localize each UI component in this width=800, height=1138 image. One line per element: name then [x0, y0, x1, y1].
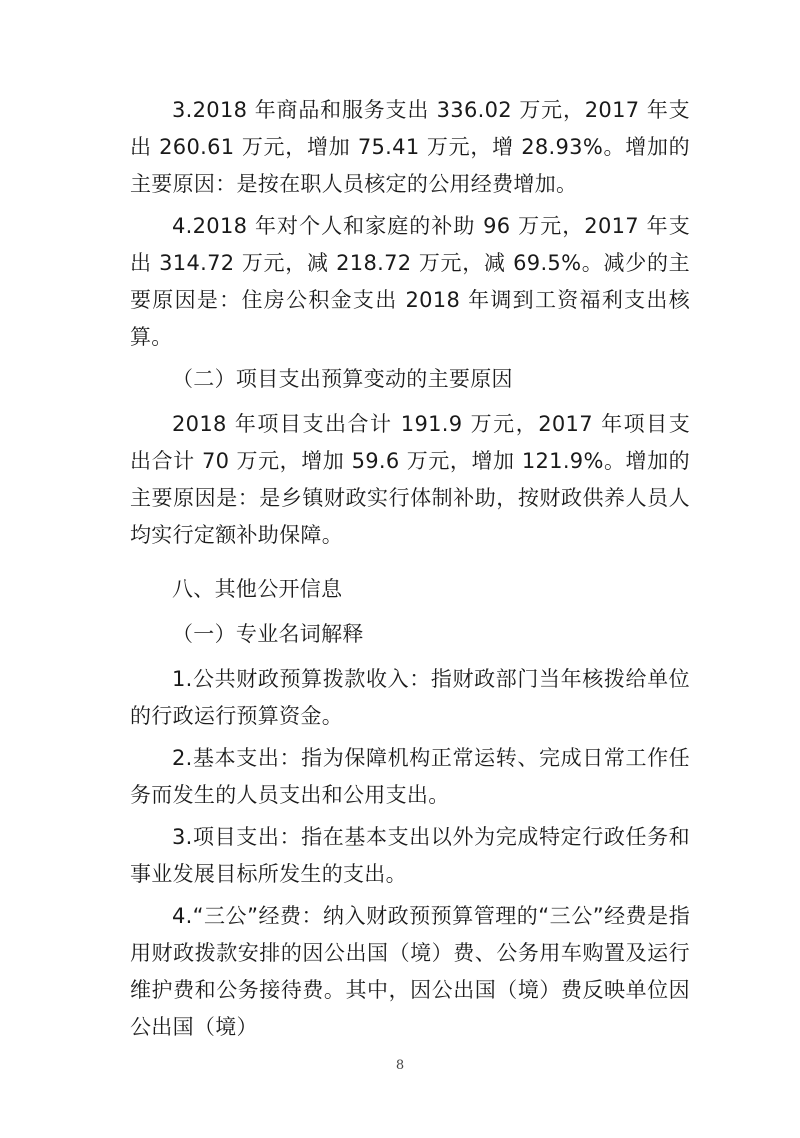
glossary-item-three-public-expenses: 4.“三公”经费：纳入财政预预算管理的“三公”经费是指用财政拨款安排的因公出国（境）费、公务用车购置及运行维护费和公务接待费。其中，因公出国（境）费反映单位因公出国（境） [130, 904, 690, 1039]
body-text [130, 92, 690, 1051]
section-heading-other-info: 八、其他公开信息 [172, 577, 343, 601]
glossary-item-project-expense: 3.项目支出：指在基本支出以外为完成特定行政任务和事业发展目标所发生的支出。 [130, 825, 690, 886]
page-number: 8 [395, 1058, 405, 1073]
glossary-item-basic-expense: 2.基本支出：指为保障机构正常运转、完成日常工作任务而发生的人员支出和公用支出。 [130, 746, 690, 807]
glossary-item-public-finance: 1.公共财政预算拨款收入：指财政部门当年核拨给单位的行政运行预算资金。 [130, 667, 690, 728]
paragraph-household-subsidy: 4.2018 年对个人和家庭的补助 96 万元，2017 年支出 314.72 万元，减 218.72 万元，减 69.5%。减少的主要原因是：住房公积金支出 2018 年调到工资福利支出核算。 [130, 214, 690, 349]
paragraph-goods-services-expense: 3.2018 年商品和服务支出 336.02 万元，2017 年支出 260.61 万元，增加 75.41 万元，增 28.93%。增加的主要原因：是按在职人员核定的公用经费增加。 [130, 98, 690, 196]
section-heading-glossary: （一）专业名词解释 [172, 622, 364, 646]
spacer [130, 559, 690, 571]
section-heading-project-expense: （二）项目支出预算变动的主要原因 [172, 367, 513, 391]
paragraph-project-expense: 2018 年项目支出合计 191.9 万元，2017 年项目支出合计 70 万元，增加 59.6 万元，增加 121.9%。增加的主要原因是：是乡镇财政实行体制补助，按财政供养人员人均实行定额补助保障。 [130, 412, 690, 547]
